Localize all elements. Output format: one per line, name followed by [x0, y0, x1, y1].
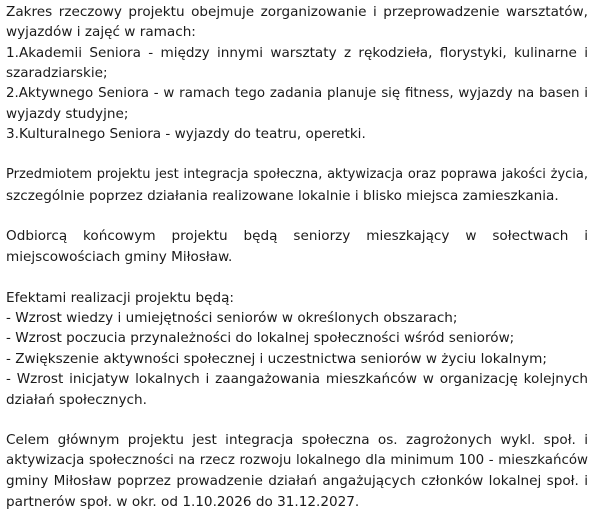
paragraph-project-scope [6, 2, 588, 145]
text-line: miejscowościach gminy Miłosław. [6, 248, 233, 265]
list-item-kulturalny-senior: 3.Kulturalnego Seniora - wyjazdy do teatru, operetki. [6, 126, 366, 143]
effect-list-item: - Wzrost poczucia przynależności do lokalnej społeczności wśród seniorów; [6, 330, 515, 347]
paragraph-effects [6, 288, 588, 410]
text-line: wyjazdy studyjne; [6, 106, 129, 123]
paragraph-project-subject [6, 165, 588, 206]
text-line: Odbiorcą końcowym projektu będą seniorzy mieszkający w sołectwach i [6, 228, 588, 245]
text-line: działań społecznych. [6, 391, 147, 408]
effects-heading: Efektami realizacji projektu będą: [6, 289, 235, 306]
text-line: szaradziarskie; [6, 65, 108, 82]
text-line: aktywizacja społeczności na rzecz rozwoju lokalnego dla minimum 100 - mieszkańców [6, 452, 588, 468]
text-line: wyjazdów i zajęć w ramach: [6, 24, 196, 41]
list-item-aktywny-senior: 2.Aktywnego Seniora - w ramach tego zadania planuje się fitness, wyjazdy na basen i [6, 85, 588, 101]
list-item-akademia-seniora: 1.Akademii Seniora - między innymi warsztaty z rękodzieła, florystyki, kulinarne i [6, 44, 588, 61]
text-line: Zakres rzeczowy projektu obejmuje zorganizowanie i przeprowadzenie warsztatów, [6, 4, 588, 20]
text-line: partnerów społ. w okr. od 1.10.2026 do 31.12.2027. [6, 493, 360, 510]
text-line: gminy Miłosław poprzez prowadzenie działań angażujących członków lokalnej społ. i [6, 473, 588, 490]
text-line: Celem głównym projektu jest integracja społeczna os. zagrożonych wykl. społ. i [6, 432, 588, 449]
document-body [6, 2, 588, 512]
text-line: szczególnie poprzez działania realizowane lokalnie i blisko miejsca zamieszkania. [6, 187, 559, 204]
effect-list-item: - Wzrost wiedzy i umiejętności seniorów w określonych obszarach; [6, 310, 458, 327]
effect-list-item: - Wzrost inicjatyw lokalnych i zaangażowania mieszkańców w organizację kolejnych [6, 371, 588, 388]
paragraph-recipients [6, 226, 588, 267]
text-line: Przedmiotem projektu jest integracja społeczna, aktywizacja oraz poprawa jakości życia, [6, 167, 588, 183]
effect-list-item: - Zwiększenie aktywności społecznej i uczestnictwa seniorów w życiu lokalnym; [6, 350, 547, 367]
